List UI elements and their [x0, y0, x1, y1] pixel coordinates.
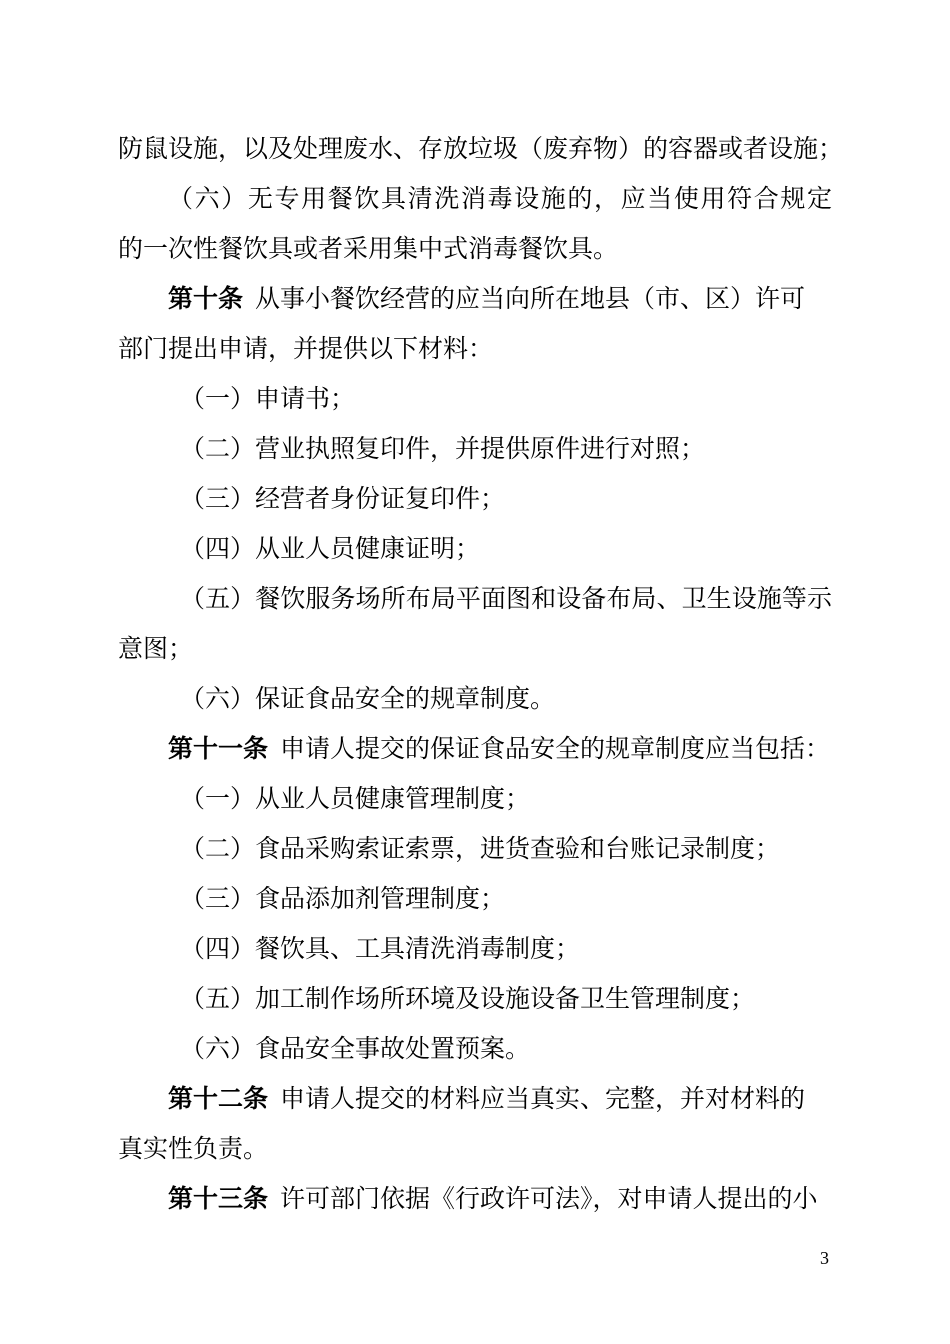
article-10-heading-line: [168, 284, 832, 314]
article-text: 许可部门依据《行政许可法》，对申请人提出的小: [280, 1184, 818, 1213]
list-item: （五）餐饮服务场所布局平面图和设备布局、卫生设施等示: [180, 584, 832, 613]
list-item: （六）保证食品安全的规章制度。: [180, 684, 556, 713]
article-12-heading-line: [168, 1084, 832, 1114]
list-item-continuation: 意图；: [118, 634, 194, 663]
article-text: 申请人提交的保证食品安全的规章制度应当包括：: [280, 734, 831, 763]
list-item: （二）食品采购索证索票，进货查验和台账记录制度；: [180, 834, 781, 863]
paragraph-line: 真实性负责。: [118, 1134, 269, 1163]
paragraph-line: 部门提出申请，并提供以下材料：: [118, 334, 494, 363]
list-item: （六）食品安全事故处置预案。: [180, 1034, 531, 1063]
list-item: （三）食品添加剂管理制度；: [180, 884, 506, 913]
article-11-heading-line: [168, 734, 832, 764]
list-item: （一）从业人员健康管理制度；: [180, 784, 531, 813]
paragraph-line: 的一次性餐饮具或者采用集中式消毒餐饮具。: [118, 234, 619, 263]
article-13-heading-line: [168, 1184, 832, 1214]
article-label: 第十二条: [168, 1084, 269, 1113]
list-item: （四）餐饮具、工具清洗消毒制度；: [180, 934, 581, 963]
list-item: （四）从业人员健康证明；: [180, 534, 481, 563]
article-label: 第十一条: [168, 734, 269, 763]
article-label: 第十三条: [168, 1184, 269, 1213]
list-item: （五）加工制作场所环境及设施设备卫生管理制度；: [180, 984, 756, 1013]
paragraph-line: （六）无专用餐饮具清洗消毒设施的，应当使用符合规定: [168, 184, 832, 213]
article-text: 申请人提交的材料应当真实、完整，并对材料的: [280, 1084, 806, 1113]
paragraph-line: 防鼠设施，以及处理废水、存放垃圾（废弃物）的容器或者设施；: [118, 134, 844, 163]
article-text: 从事小餐饮经营的应当向所在地县（市、区）许可: [255, 284, 806, 313]
list-item: （三）经营者身份证复印件；: [180, 484, 506, 513]
article-label: 第十条: [168, 284, 244, 313]
list-item: （一）申请书；: [180, 384, 356, 413]
page-number: 3: [820, 1248, 829, 1268]
list-item: （二）营业执照复印件，并提供原件进行对照；: [180, 434, 706, 463]
